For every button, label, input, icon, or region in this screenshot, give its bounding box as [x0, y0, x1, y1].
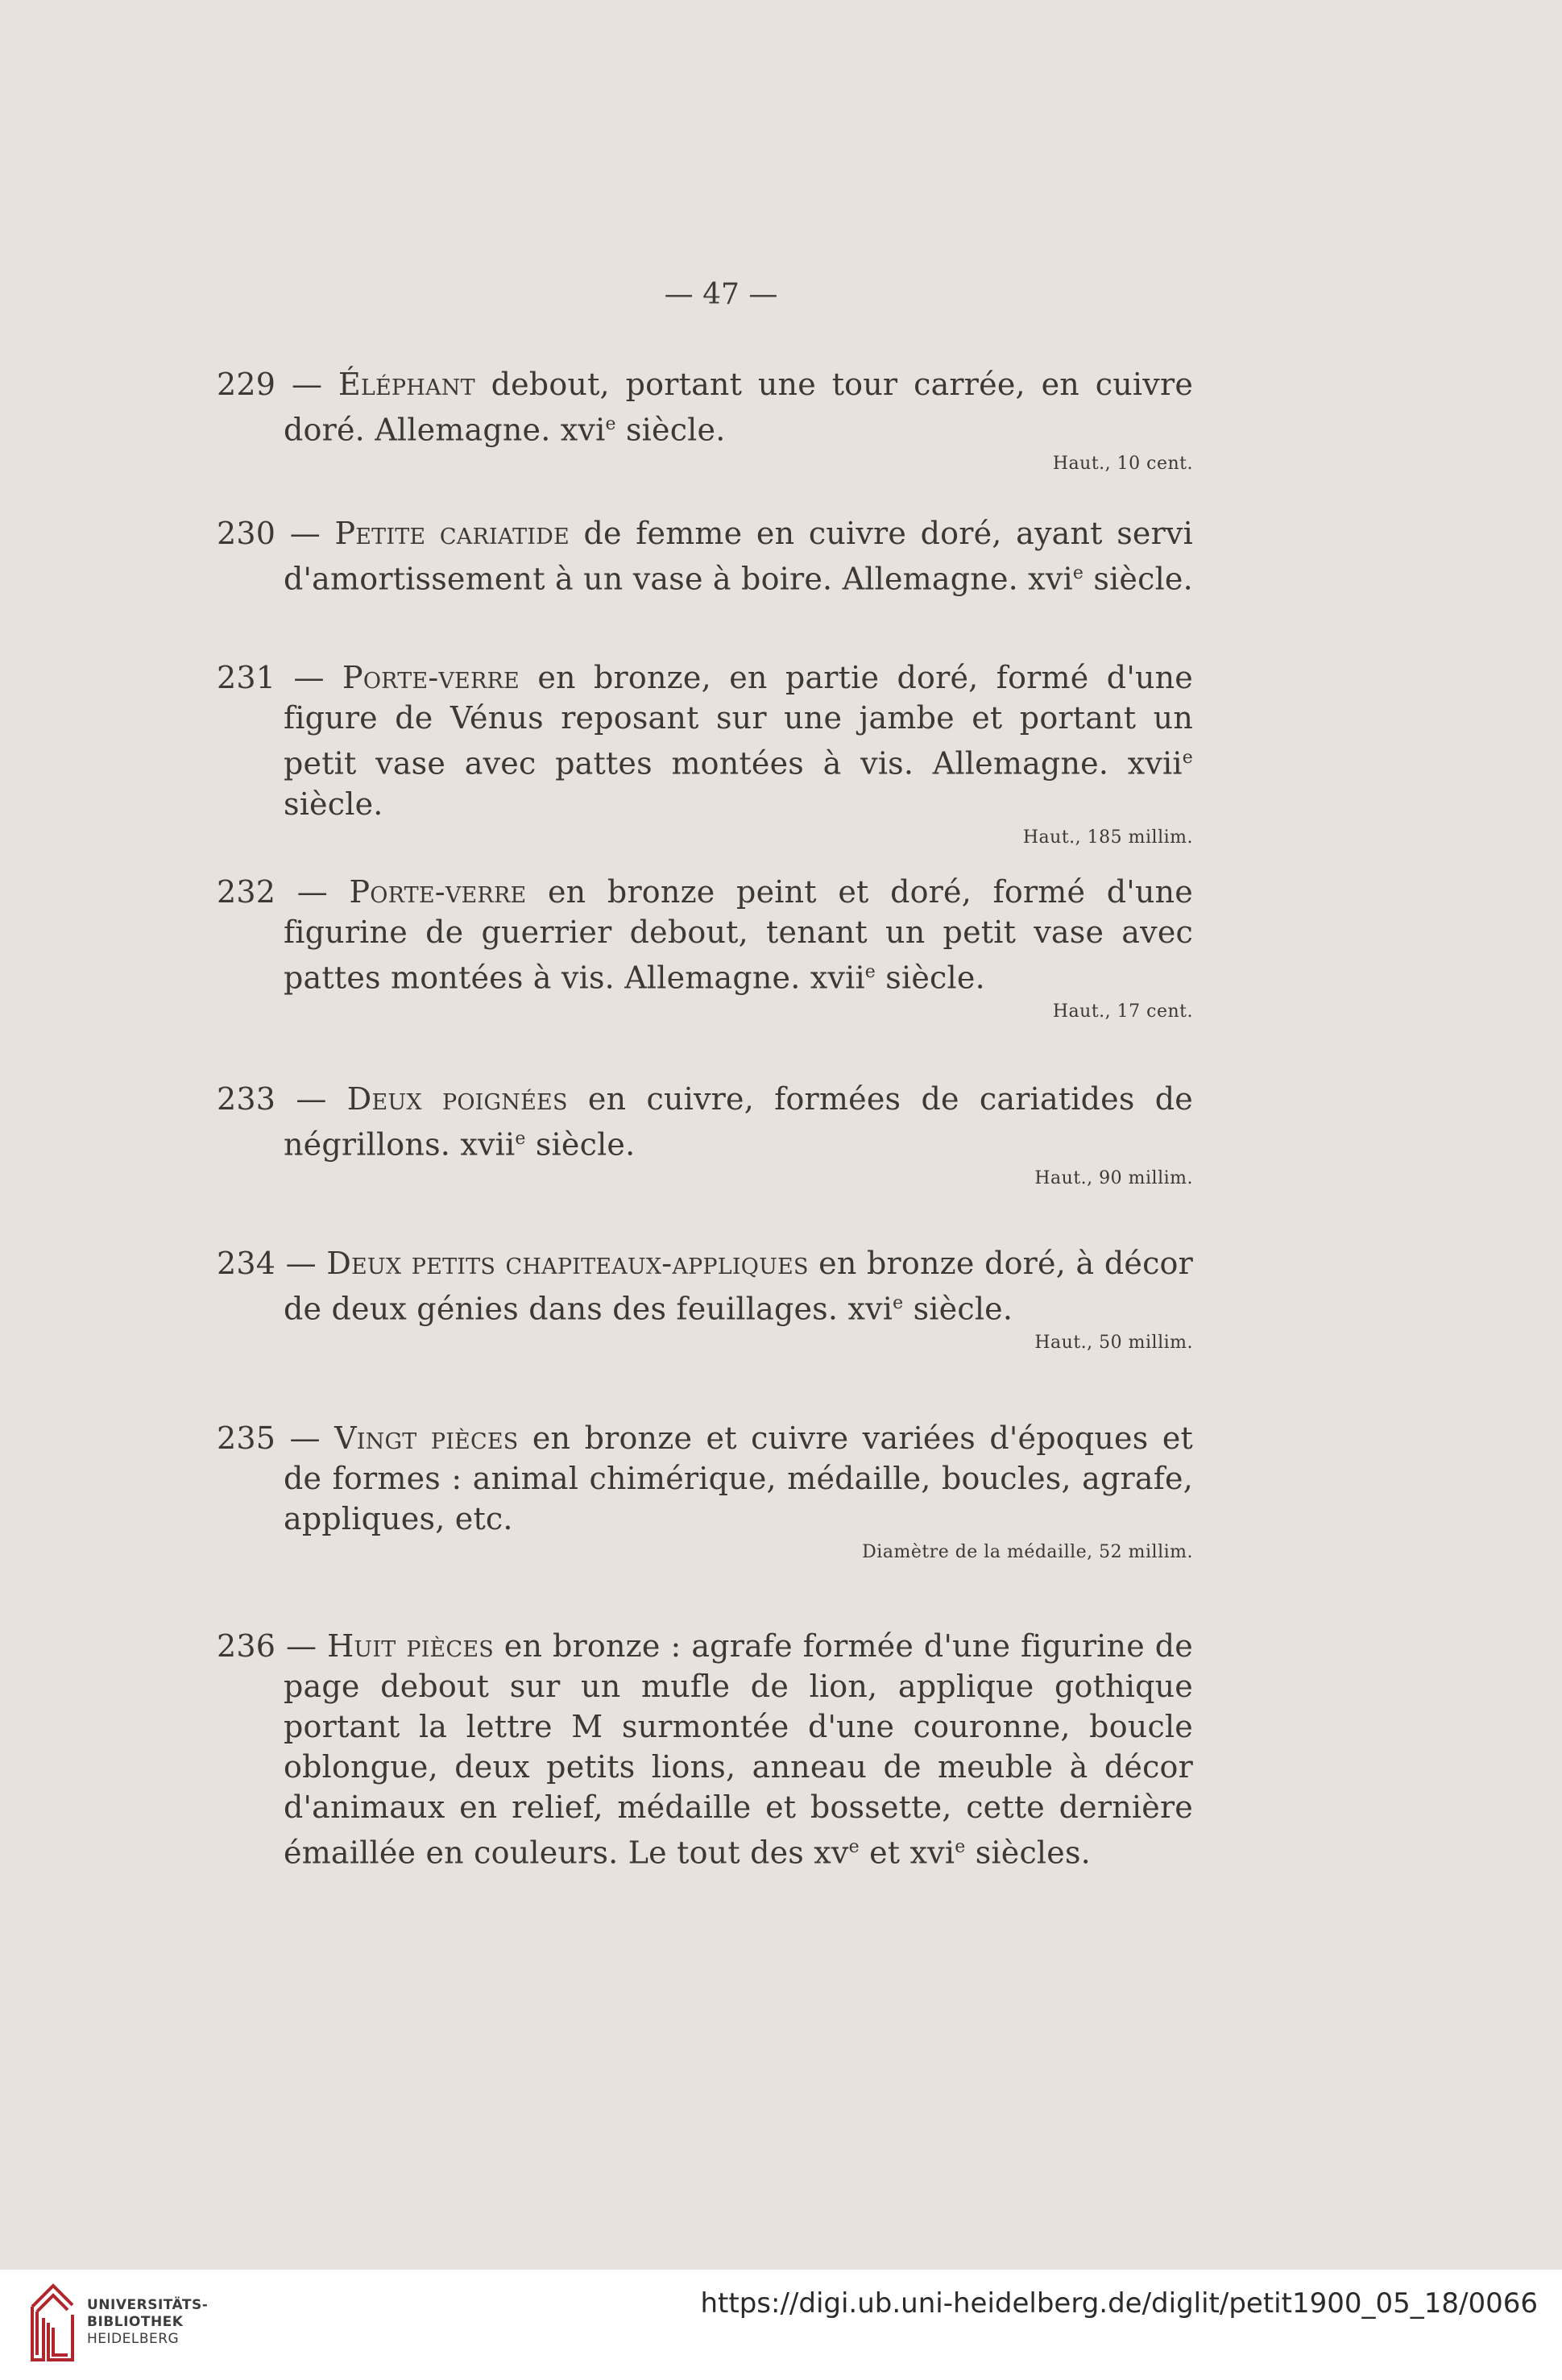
entry-description-end: siècle. — [284, 786, 383, 822]
library-name-line-2: BIBLIOTHEK — [87, 2314, 184, 2330]
entry-description-end: siècle. — [903, 1291, 1013, 1327]
entry-superscript: e — [1182, 748, 1193, 768]
entry-text: 235 — Vingt pièces en bronze et cuivre variées d'époques et de formes : animal chimérique, médaille, boucles, agrafe, appliques, etc. — [217, 1420, 1193, 1536]
entry-number: 236 — [217, 1628, 276, 1664]
entry-description: en bronze peint et doré, formé d'une figurine de guerrier debout, tenant un petit vase avec pattes montées à vis. Allemagne. xvii — [284, 874, 1193, 996]
entry-title: Vingt pièces — [334, 1420, 519, 1456]
page-number: — 47 — — [664, 278, 778, 311]
library-logo-icon — [29, 2283, 76, 2363]
entry-text: 230 — Petite cariatide de femme en cuivre doré, ayant servi d'amortissement à un vase à boire. Allemagne. xvi$^e$ siècle. — [217, 516, 1193, 597]
entry-title: Deux petits chapiteaux-appliques — [326, 1246, 809, 1281]
entry-number: 232 — [217, 874, 276, 910]
catalog-entry-233 — [217, 1079, 1193, 1191]
entry-number: 233 — [217, 1081, 276, 1117]
catalog-entry-231 — [217, 657, 1193, 850]
library-name-line-3: HEIDELBERG — [87, 2331, 180, 2347]
entry-description: en bronze : agrafe formée d'une figurine de page debout sur un mufle de lion, applique gothique portant la lettre M surmontée d'une couronne, boucle oblongue, deux petits lions, anneau de meuble à décor d'animaux en relief, médaille et bossette, cette dernière émaillée en couleurs. Le tout des xv — [284, 1628, 1193, 1871]
entry-superscript: e — [864, 962, 876, 982]
entry-description: de femme en cuivre doré, ayant servi d'amortissement à un vase à boire. Allemagne. xvi — [284, 516, 1193, 597]
entry-text: 231 — Porte-verre en bronze, en partie doré, formé d'une figure de Vénus reposant sur une jambe et portant un petit vase avec pattes montées à vis. Allemagne. xvii$^e$ siècle. — [217, 660, 1193, 822]
entry-title: Porte-verre — [342, 660, 520, 695]
entry-superscript: e — [848, 1837, 860, 1857]
entry-text: 233 — Deux poignées en cuivre, formées de cariatides de négrillons. xvii$^e$ siècle. — [217, 1081, 1193, 1163]
viewer-footer — [0, 2270, 1562, 2380]
entry-title: Deux poignées — [346, 1081, 568, 1117]
entry-superscript: e — [515, 1129, 526, 1149]
entry-number: 234 — [217, 1246, 276, 1281]
catalog-entry-229 — [217, 364, 1193, 476]
entry-description: debout, portant une tour carrée, en cuivre doré. Allemagne. xvi — [284, 367, 1194, 448]
entry-measurement: Haut., 185 millim. — [1022, 827, 1193, 848]
entry-number: 231 — [217, 660, 276, 695]
entry-superscript: e — [1072, 563, 1084, 583]
catalog-entry-234 — [217, 1243, 1193, 1355]
entry-superscript: e — [605, 414, 616, 434]
entry-measurement: Haut., 17 cent. — [1052, 1001, 1193, 1022]
permalink-url[interactable]: https://digi.ub.uni-heidelberg.de/diglit/petit1900_05_18/0066 — [700, 2287, 1538, 2320]
entry-title: Porte-verre — [349, 874, 527, 910]
entry-superscript: e — [893, 1293, 904, 1313]
entry-description-end: siècle. — [615, 412, 726, 448]
library-name-line-1: UNIVERSITÄTS- — [87, 2297, 209, 2313]
entry-description-end: siècle. — [525, 1126, 636, 1163]
entry-text: 232 — Porte-verre en bronze peint et doré, formé d'une figurine de guerrier debout, tenant un petit vase avec pattes montées à vis. Allemagne. xvii$^e$ siècle. — [217, 874, 1193, 996]
entry-description: en bronze doré, à décor de deux génies dans des feuillages. xvi — [284, 1246, 1193, 1327]
catalog-entry-230 — [217, 513, 1193, 599]
entry-description-end: siècle. — [1083, 561, 1193, 597]
library-name — [87, 2297, 208, 2348]
entry-description-end: siècles. — [965, 1835, 1091, 1871]
entry-measurement: Haut., 50 millim. — [1034, 1332, 1193, 1353]
entry-description: en cuivre, formées de cariatides de négrillons. xvii — [284, 1081, 1193, 1163]
entry-measurement: Haut., 10 cent. — [1052, 453, 1193, 474]
catalog-entry-232 — [217, 872, 1193, 1024]
entry-measurement: Haut., 90 millim. — [1034, 1167, 1193, 1188]
entry-number: 229 — [217, 367, 276, 402]
entry-superscript-2: e — [955, 1837, 966, 1857]
entry-text: 234 — Deux petits chapiteaux-appliques en bronze doré, à décor de deux génies dans des feuillages. xvi$^e$ siècle. — [217, 1246, 1193, 1327]
catalog-entry-236 — [217, 1626, 1193, 1873]
catalog-entry-235 — [217, 1418, 1193, 1565]
entry-description: en bronze et cuivre variées d'époques et de formes : animal chimérique, médaille, boucles, agrafe, appliques, etc. — [284, 1420, 1193, 1536]
entry-description-end: siècle. — [876, 960, 985, 996]
entry-description-mid: et xvi — [859, 1835, 955, 1871]
entry-description: en bronze, en partie doré, formé d'une figure de Vénus reposant sur une jambe et portant un petit vase avec pattes montées à vis. Allemagne. xvii — [284, 660, 1193, 782]
entry-title: Éléphant — [338, 367, 475, 402]
entry-number: 235 — [217, 1420, 276, 1456]
entry-text: 229 — Éléphant debout, portant une tour carrée, en cuivre doré. Allemagne. xvi$^e$ siècle. — [217, 367, 1194, 448]
entry-title: Petite cariatide — [334, 516, 570, 551]
entry-number: 230 — [217, 516, 276, 551]
entry-title: Huit pièces — [327, 1628, 494, 1664]
entry-text: 236 — Huit pièces en bronze : agrafe formée d'une figurine de page debout sur un mufle de lion, applique gothique portant la lettre M surmontée d'une couronne, boucle oblongue, deux petits lions, anneau de meuble à décor d'animaux en relief, médaille et bossette, cette dernière émaillée en couleurs. Le tout des $xv^e$ et xvi$^e$ siècles. — [217, 1628, 1193, 1871]
entry-measurement: Diamètre de la médaille, 52 millim. — [862, 1542, 1193, 1562]
